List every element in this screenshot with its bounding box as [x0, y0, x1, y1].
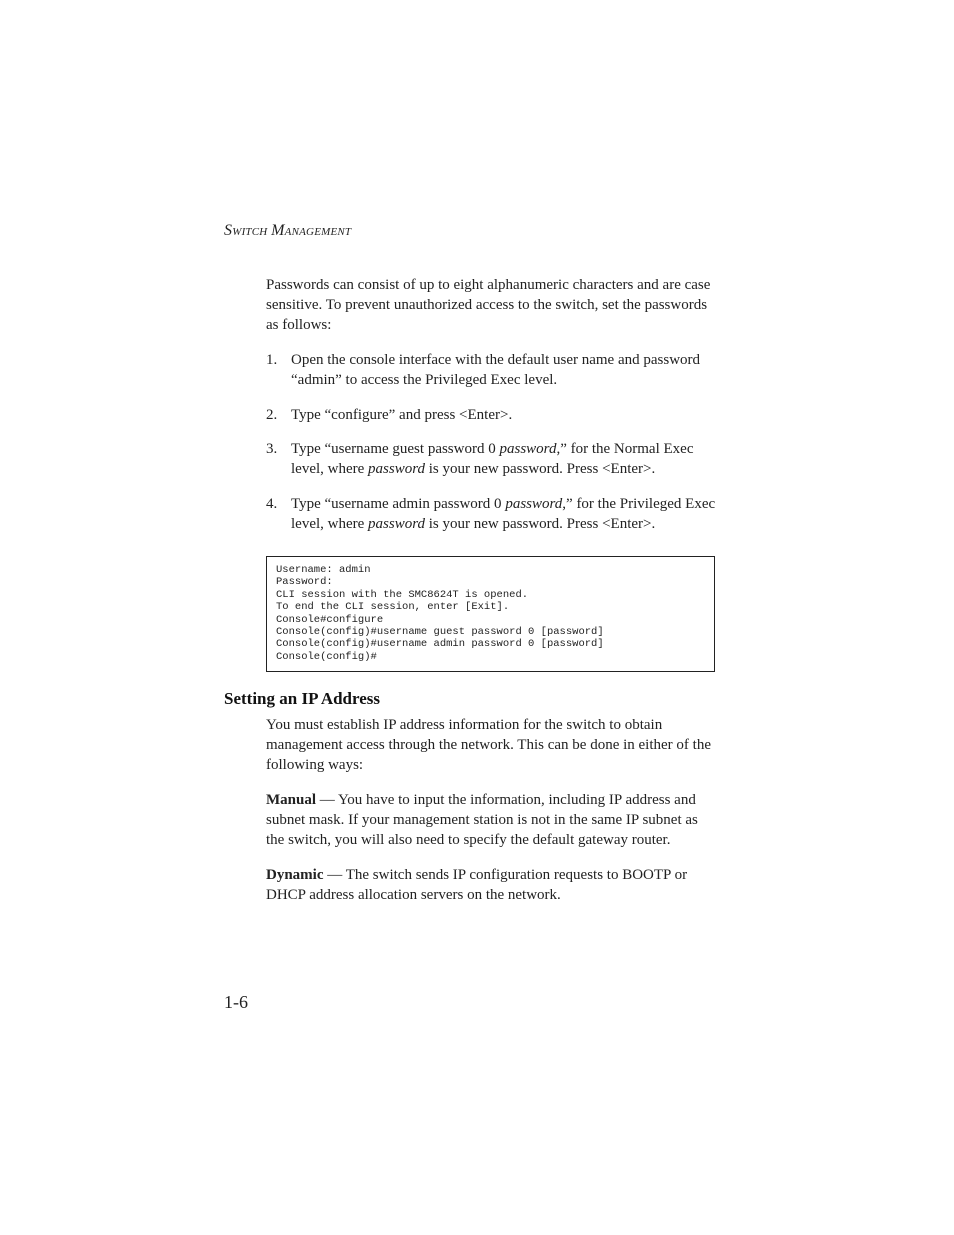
- console-line: Console#configure: [276, 613, 384, 626]
- dynamic-description: — The switch sends IP configuration requests to BOOTP or DHCP address allocation servers on the network.: [266, 867, 688, 903]
- step-emphasis: password: [505, 496, 563, 512]
- manual-term: Manual: [266, 792, 317, 808]
- manual-paragraph: [266, 790, 718, 850]
- running-head: [224, 222, 351, 240]
- step-emphasis: password: [368, 516, 426, 532]
- step-1: [266, 350, 718, 390]
- step-number: 1.: [266, 352, 278, 368]
- console-line: Console(config)#username guest password 0 [password]: [276, 626, 604, 639]
- step-emphasis: password: [368, 461, 426, 477]
- step-3: [266, 439, 718, 479]
- step-number: 4.: [266, 496, 278, 512]
- console-line: Console(config)#username admin password 0 [password]: [276, 638, 604, 651]
- step-number: 3.: [266, 441, 278, 457]
- step-emphasis: password: [499, 441, 557, 457]
- step-text-post: is your new password. Press <Enter>.: [425, 461, 656, 477]
- step-text-mid: ,” for the Privileged Exec level, where: [291, 496, 716, 532]
- intro-paragraph: Passwords can consist of up to eight alphanumeric characters and are case sensitive. To prevent unauthorized access to the switch, set the passwords as follows:: [266, 277, 711, 333]
- page-number: 1-6: [224, 992, 248, 1012]
- running-head-initial-2: M: [271, 222, 285, 239]
- section-intro-paragraph: You must establish IP address information for the switch to obtain management access through the network. This can be done in either of the following ways:: [266, 717, 711, 773]
- dynamic-term: Dynamic: [266, 867, 324, 883]
- step-number: 2.: [266, 407, 278, 423]
- console-line: CLI session with the SMC8624T is opened.: [276, 588, 529, 601]
- step-text: [291, 494, 718, 534]
- running-head-rest-2: ANAGEMENT: [284, 226, 352, 238]
- step-text-pre: Type “username guest password 0: [291, 441, 500, 457]
- step-text: [291, 439, 718, 479]
- running-head-rest-1: WITCH: [232, 226, 268, 238]
- console-line: Password:: [276, 576, 333, 589]
- dynamic-paragraph: [266, 865, 718, 905]
- running-head-initial-1: S: [224, 222, 233, 239]
- console-line: Username: admin: [276, 564, 371, 576]
- manual-description: — You have to input the information, including IP address and subnet mask. If your management station is not in the same IP subnet as the switch, you will also need to specify the default gateway router.: [266, 792, 698, 848]
- console-output-box: [266, 556, 715, 672]
- step-2: [266, 405, 718, 425]
- console-line: Console(config)#: [276, 650, 377, 663]
- step-4: [266, 494, 718, 534]
- step-text-pre: Type “username admin password 0: [291, 496, 506, 512]
- step-text: Open the console interface with the default user name and password “admin” to access the Privileged Exec level.: [291, 352, 701, 388]
- step-text-mid: ,” for the Normal Exec level, where: [291, 441, 694, 477]
- step-text: Type “configure” and press <Enter>.: [291, 407, 513, 423]
- section-heading: Setting an IP Address: [224, 689, 381, 708]
- step-text-post: is your new password. Press <Enter>.: [425, 516, 656, 532]
- console-line: To end the CLI session, enter [Exit].: [276, 601, 510, 614]
